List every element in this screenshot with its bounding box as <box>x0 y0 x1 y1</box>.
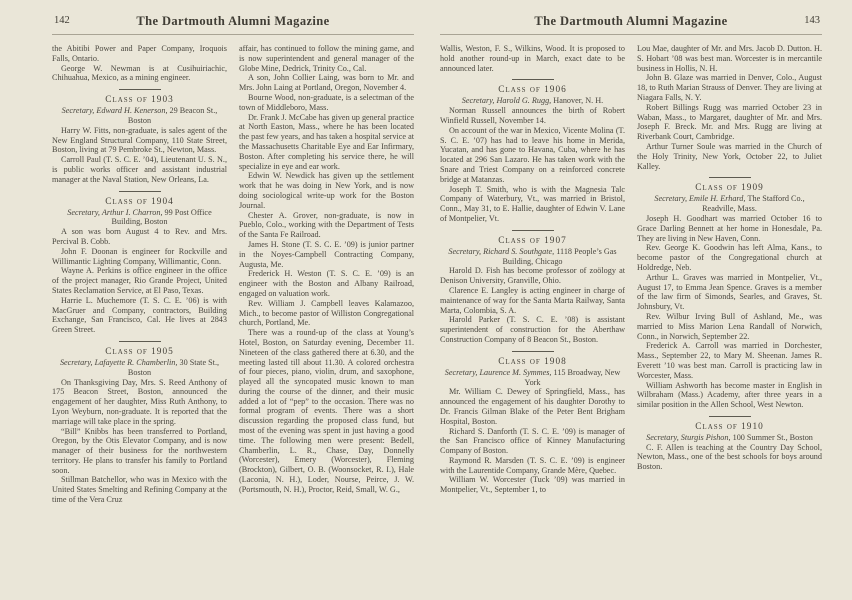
secretary-line <box>52 358 227 378</box>
paragraph: Rev. George K. Goodwin has left Alma, Kans., to become pastor of the Congregational church at Holdredge, Neb. <box>637 243 822 272</box>
paragraph: Joseph H. Goodhart was married October 16 to Grace Darling Bennett at her home in Honesdale, Pa. They are living in New Haven, Conn. <box>637 213 822 243</box>
paragraph: There was a round-up of the class at Young’s Hotel, Boston, on Saturday evening, December 11. Nineteen of the class gathered there at 6.30, and the meeting lasted till about 11.30. A colored orchestra of four pieces, piano, violin, drum, and saxophone, played all the syncopated music known to man during the course of the dinner, and their music added a lot of “pep” to the occasion. There was no formal program of events. There was a short discussion regarding the proposed class fund, but most of the evening was spent in just having a good time. The following men were present: Bedell, Chamberlin, L. R., Chase, Day, Donnelly (Worcester), Emery (Worcester), Fleming (Brockton), Gilbert, O. B. (Woonsocket, R. I.), Hale (Laconia, N. H.), Loder, Nourse, Peirce, J. W. (Portsmouth, N. H.), Proctor, Reid, Small, W. G., <box>239 328 414 494</box>
paragraph: William W. Worcester (Tuck ’09) was married in Montpelier, Vt., September 1, to <box>440 475 625 495</box>
paragraph: Robert Billings Rugg was married October 23 in Waban, Mass., to Margaret, daughter of Mr. and Mrs. Joseph F. Breck. Mr. and Mrs. Rugg are living at Riverbank Court, Cambridge. <box>637 102 822 142</box>
paragraph: John F. Doonan is engineer for Rockville and Willimantic Lighting Company, Willimantic, Conn. <box>52 246 227 266</box>
secretary-address: The Stafford Co., Readville, Mass. <box>702 194 805 214</box>
paragraph: Clarence E. Langley is acting engineer in charge of maintenance of way for the Santa Marta Railway, Santa Marta, Colombia, S. A. <box>440 285 625 315</box>
paragraph: Wallis, Weston, F. S., Wilkins, Wood. It is proposed to hold another round-up in March, exact date to be announced later. <box>440 44 625 73</box>
secretary-line <box>440 368 625 388</box>
paragraph: Joseph T. Smith, who is with the Magnesia Talc Company of Waterbury, Vt., was married in Bristol, Conn., May 31, to E. Hallie, daughter of Edwin V. Lane of Montpelier, Vt. <box>440 184 625 223</box>
paragraph: Harrie L. Muchemore (T. S. C. E. ’06) is with MacGruer and Company, contractors, Building Exchange, San Francisco, Cal. He lives at 2843 Green Street. <box>52 295 227 335</box>
text-columns <box>52 44 414 581</box>
paragraph: “Bill” Knibbs has been transferred to Portland, Oregon, by the Otis Elevator Company, and is now manager of their business for the northwestern territory. He plans to transfer his family to Portland soon. <box>52 426 227 475</box>
journal-title: The Dartmouth Alumni Magazine <box>136 14 330 28</box>
header-rule <box>440 34 822 35</box>
paragraph: Edwin W. Newdick has given up the settlement work that he was doing in New York, and is now doing sociological write-up work for the Boston Journal. <box>239 171 414 210</box>
paragraph: Arthur Turner Soule was married in the Church of the Holy Trinity, New York, October 22, to Juliet Kalley. <box>637 141 822 171</box>
class-heading: Class of 1907 <box>498 235 567 246</box>
paragraph: Frederick A. Carroll was married in Dorchester, Mass., September 22, to Mary M. Sheenan. James R. Everett ’10 was best man. Carroll is practicing law in Worcester, Mass. <box>637 341 822 380</box>
page-143 <box>426 0 852 600</box>
paragraph: Harry W. Fitts, non-graduate, is sales agent of the New England Structural Company, 110 State Street, Boston, living at 79 Pembroke St., Newton, Mass. <box>52 125 227 155</box>
paragraph: Rev. William J. Campbell leaves Kalamazoo, Mich., to become pastor of Williston Congregational church, Portland, Me. <box>239 298 414 328</box>
paragraph: Mr. William C. Dewey of Springfield, Mass., has announced the engagement of his daughter Dorothy to Dr. Francis Gilman Blake of the Peter Bent Brigham Hospital, Boston. <box>440 387 625 426</box>
secretary-name: Secretary, Lafayette R. Chamberlin, <box>59 357 178 367</box>
paragraph: George W. Newman is at Cusihuiriachic, Chihuahua, Mexico, as a mining engineer. <box>52 63 227 83</box>
secretary-name: Secretary, Harold G. Rugg, <box>461 96 552 106</box>
secretary-address: 30 State St., Boston <box>127 357 220 377</box>
class-heading: Class of 1903 <box>105 95 174 106</box>
paragraph: Wayne A. Perkins is office engineer in the office of the project manager, Rio Grande Project, United States Reclamation Service, at El Paso, Texas. <box>52 266 227 295</box>
secretary-line <box>52 106 227 126</box>
paragraph: Norman Russell announces the birth of Robert Winfield Russell, November 14. <box>440 106 625 125</box>
paragraph: Raymond R. Marsden (T. S. C. E. ’09) is engineer with the Laurentide Company, Grande Mère, Quebec. <box>440 455 625 475</box>
paragraph: C. F. Allen is teaching at the Country Day School, Newton, Mass., one of the best schools for boys around Boston. <box>637 442 822 472</box>
secretary-name: Secretary, Edward H. Kenerson, <box>61 106 168 116</box>
secretary-address: 99 Post Office Building, Boston <box>111 207 212 227</box>
paragraph: On Thanksgiving Day, Mrs. S. Reed Anthony of 175 Beacon Street, Boston, announced the engagement of her daughter, Miss Ruth Anthony, to Lyon Weyburn, non-graduate. It is reported that the marriage will take place in the spring. <box>52 377 227 426</box>
text-columns <box>440 44 822 581</box>
page-header-right <box>440 14 822 31</box>
secretary-line <box>52 208 227 228</box>
secretary-line <box>637 433 822 443</box>
section-divider <box>512 230 554 231</box>
class-heading: Class of 1910 <box>695 421 764 432</box>
class-heading: Class of 1904 <box>105 196 174 207</box>
paragraph: James H. Stone (T. S. C. E. ’09) is junior partner in the Noyes-Campbell Contracting Company, Augusta, Me. <box>239 239 414 269</box>
paragraph: John B. Glaze was married in Denver, Colo., August 18, to Ruth Marian Strauss of Denver. They are living at Niagara Falls, N. Y. <box>637 73 822 102</box>
secretary-name: Secretary, Laurence M. Symmes, <box>444 367 552 377</box>
paragraph: Arthur L. Graves was married in Montpelier, Vt., August 17, to Emma Jean Spence. Graves is a member of the law firm of Simonds, Searles, and Graves, St. Johnsbury, Vt. <box>637 272 822 312</box>
paragraph: A son, John Collier Laing, was born to Mr. and Mrs. John Laing at Portland, Oregon, November 4. <box>239 73 414 93</box>
journal-title: The Dartmouth Alumni Magazine <box>534 14 728 28</box>
paragraph: On account of the war in Mexico, Vicente Molina (T. S. C. E. ’07) has had to leave his home in Merida, Yucatan, and has gone to Havana, Cuba, where he has located at 296 San Lazaro. He has taken work with the Snare and Triest Company on a reinforced concrete bridge at Matanzas. <box>440 125 625 184</box>
class-heading: Class of 1905 <box>105 346 174 357</box>
paragraph: Harold Parker (T. S. C. E. ’08) is assistant superintendent of construction for the Aberthaw Construction Company of 8 Beacon St., Boston. <box>440 315 625 344</box>
text-column <box>637 44 822 581</box>
section-divider <box>709 416 751 417</box>
secretary-address: 115 Broadway, New York <box>524 367 621 387</box>
class-heading: Class of 1908 <box>498 356 567 367</box>
text-column <box>52 44 227 581</box>
paragraph: Rev. Wilbur Irving Bull of Ashland, Me., was married to Miss Marion Lena Randall of Norwich, Conn., in Norwich, September 22. <box>637 311 822 341</box>
secretary-address: 29 Beacon St., Boston <box>127 106 218 125</box>
text-column <box>239 44 414 581</box>
secretary-name: Secretary, Emile H. Erhard, <box>654 194 746 204</box>
paragraph: Richard S. Danforth (T. S. C. E. ’09) is manager of the San Francisco office of Kinney Manufacturing Company of Boston. <box>440 426 625 456</box>
secretary-name: Secretary, Arthur I. Charron, <box>67 207 163 217</box>
secretary-address: Hanover, N. H. <box>553 96 604 106</box>
paragraph: Bourne Wood, non-graduate, is a selectman of the town of Middleboro, Mass. <box>239 92 414 112</box>
section-divider <box>119 191 161 192</box>
paragraph: Chester A. Grover, non-graduate, is now in Pueblo, Colo., working with the Department of Tests of the Santa Fe Railroad. <box>239 210 414 240</box>
secretary-name: Secretary, Richard S. Southgate, <box>448 246 555 256</box>
page-header-left <box>52 14 414 31</box>
paragraph: Lou Mae, daughter of Mr. and Mrs. Jacob D. Dutton. H. S. Hobart ’08 was best man. Worcester is in mercantile business in Hollis, N. H. <box>637 44 822 73</box>
class-heading: Class of 1909 <box>695 183 764 194</box>
paragraph: William Ashworth has become master in English in Wilbraham (Mass.) Academy, after three years in a similar position in the Allen School, West Newton. <box>637 380 822 410</box>
secretary-line <box>440 247 625 267</box>
secretary-line <box>637 194 822 214</box>
secretary-address: 1118 People’s Gas Building, Chicago <box>502 246 617 266</box>
section-divider <box>119 341 161 342</box>
paragraph: Dr. Frank J. McCabe has given up general practice at North Easton, Mass., where he has been located the past few years, and has taken a hospital service at the Massachusetts Charitable Eye and Ear Infirmary, Boston. After completing his service there, he will specialize in eye and ear work. <box>239 112 414 171</box>
secretary-line <box>440 96 625 106</box>
paragraph: Harold D. Fish has become professor of zoölogy at Denison University, Granville, Ohio. <box>440 266 625 286</box>
paragraph: the Abitibi Power and Paper Company, Iroquois Falls, Ontario. <box>52 44 227 63</box>
header-rule <box>52 34 414 35</box>
text-column <box>440 44 625 581</box>
section-divider <box>119 89 161 90</box>
paragraph: A son was born August 4 to Rev. and Mrs. Percival B. Cobb. <box>52 227 227 246</box>
page-number: 143 <box>804 15 820 26</box>
paragraph: affair, has continued to follow the mining game, and is now superintendent and general manager of the Globe Mine, Dedrick, Trinity Co., Cal. <box>239 44 414 73</box>
secretary-name: Secretary, Sturgis Pishon, <box>646 432 731 442</box>
paragraph: Frederick H. Weston (T. S. C. E. ’09) is an engineer with the Boston and Albany Railroad, engaged on valuation work. <box>239 269 414 298</box>
section-divider <box>512 79 554 80</box>
section-divider <box>512 351 554 352</box>
class-heading: Class of 1906 <box>498 85 567 96</box>
paragraph: Stillman Batchellor, who was in Mexico with the United States Smelting and Refining Company at the time of the Vera Cruz <box>52 475 227 505</box>
secretary-address: 100 Summer St., Boston <box>732 432 813 442</box>
paragraph: Carroll Paul (T. S. C. E. ’04), Lieutenant U. S. N., is public works officer and assistant industrial manager at the Naval Station, New Orleans, La. <box>52 155 227 184</box>
section-divider <box>709 177 751 178</box>
page-number: 142 <box>54 15 70 26</box>
